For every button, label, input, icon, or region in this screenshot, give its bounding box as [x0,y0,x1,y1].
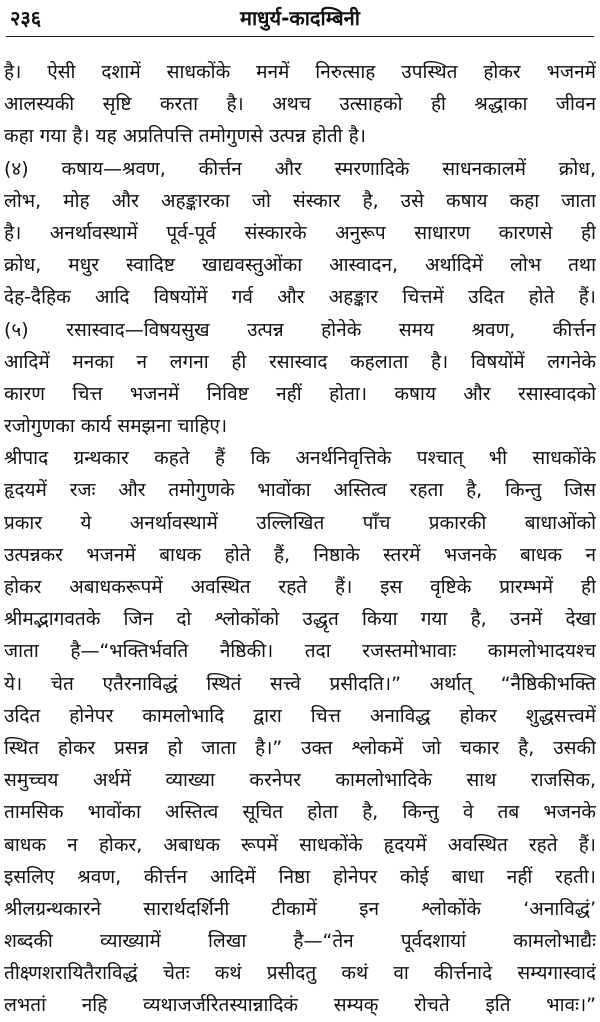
text-line: जाता है—“भक्तिर्भवति नैष्ठिकी। तदा रजस्तमोभावाः कामलोभादयश्च [4,640,596,663]
text-line: तीक्ष्णशरायितैराविद्धं चेतः कथं प्रसीदतु कथं वा कीर्त्तनादे सम्यगास्वादं [4,962,596,985]
text-line: उदित होनेपर कामलोभादि द्वारा चित्त अनाविद्ध होकर शुद्धसत्त्वमें [4,704,596,727]
body-text [4,56,596,1022]
page-header [0,0,600,34]
text-line: शब्दकी व्याख्यामें लिखा है—“तेन पूर्वदशायां कामलोभाद्यैः [4,930,596,953]
text-line: होकर अबाधकरूपमें अवस्थित रहते हैं। इस वृष्टिके प्रारम्भमें ही [4,576,596,598]
header-divider [6,36,594,37]
text-line: रजोगुणका कार्य समझना चाहिए। [4,415,228,438]
text-line: क्रोध, मधुर स्वादिष्ट खाद्यवस्तुओंका आस्वादन, अर्थादिमें लोभ तथा [4,254,596,277]
text-line: प्रकार ये अनर्थावस्थामें उल्लिखित पाँच प्रकारकी बाधाओंको [4,511,596,534]
text-line: लोभ, मोह और अहङ्कारका जो संस्कार है, उसे कषाय कहा जाता [4,189,596,212]
page-title: माधुर्य-कादम्बिनी [240,6,360,30]
text-line: तामसिक भावोंका अस्तित्व सूचित होता है, किन्तु वे तब भजनके [4,801,596,824]
text-line: श्रीमद्भागवतके जिन दो श्लोकोंको उद्धृत किया गया है, उनमें देखा [4,608,596,631]
text-line: ये। चेत एतैरनाविद्धं स्थितं सत्त्वे प्रसीदति।” अर्थात् “नैष्ठिकीभक्ति [4,672,596,695]
text-line: है। अनर्थावस्थामें पूर्व-पूर्व संस्कारके अनुरूप साधारण कारणसे ही [4,221,596,244]
text-line: उत्पन्नकर भजनमें बाधक होते हैं, निष्ठाके स्तरमें भजनके बाधक न [4,543,596,566]
text-line: है। ऐसी दशामें साधकोंके मनमें निरुत्साह उपस्थित होकर भजनमें [4,61,596,83]
text-line: श्रीलग्रन्थकारने सारार्थदर्शिनी टीकामें इन श्लोकोंके ‘अनाविद्धं’ [4,897,596,920]
text-line: श्रीपाद ग्रन्थकार कहते हैं कि अनर्थनिवृत्तिके पश्चात् भी साधकोंके [4,447,596,470]
text-line: देह-दैहिक आदि विषयोंमें गर्व और अहङ्कार चित्तमें उदित होते हैं। [4,286,596,309]
page-number: २३६ [10,6,42,30]
text-line: हृदयमें रजः और तमोगुणके भावोंका अस्तित्व रहता है, किन्तु जिस [4,479,596,502]
text-line: आलस्यकी सृष्टि करता है। अथच उत्साहको ही श्रद्धाका जीवन [4,93,596,116]
text-line: कारण चित्त भजनमें निविष्ट नहीं होता। कषाय और रसास्वादको [4,382,596,405]
text-line: बाधक न होकर, अबाधक रूपमें साधकोंके हृदयमें अवस्थित रहते हैं। [4,833,596,856]
text-line: (४) कषाय—श्रवण, कीर्त्तन और स्मरणादिके साधनकालमें क्रोध, [4,157,596,180]
text-line: आदिमें मनका न लगना ही रसास्वाद कहलाता है। विषयोंमें लगनेके [4,350,596,373]
text-line: समुच्चय अर्थमें व्याख्या करनेपर कामलोभादिके साथ राजसिक, [4,769,596,792]
text-line: इसलिए श्रवण, कीर्त्तन आदिमें निष्ठा होनेपर कोई बाधा नहीं रहती। [4,865,596,888]
text-line: लभतां नहि व्यथाजर्जरितस्यान्नादिकं सम्यक् रोचते इति भावः।” [4,994,596,1017]
text-line: स्थित होकर प्रसन्न हो जाता है।” उक्त श्लोकमें जो चकार है, उसकी [4,736,596,759]
text-line: कहा गया है। यह अप्रतिपत्ति तमोगुणसे उत्पन्न होती है। [4,125,366,148]
text-line: (५) रसास्वाद—विषयसुख उत्पन्न होनेके समय श्रवण, कीर्त्तन [4,318,596,341]
